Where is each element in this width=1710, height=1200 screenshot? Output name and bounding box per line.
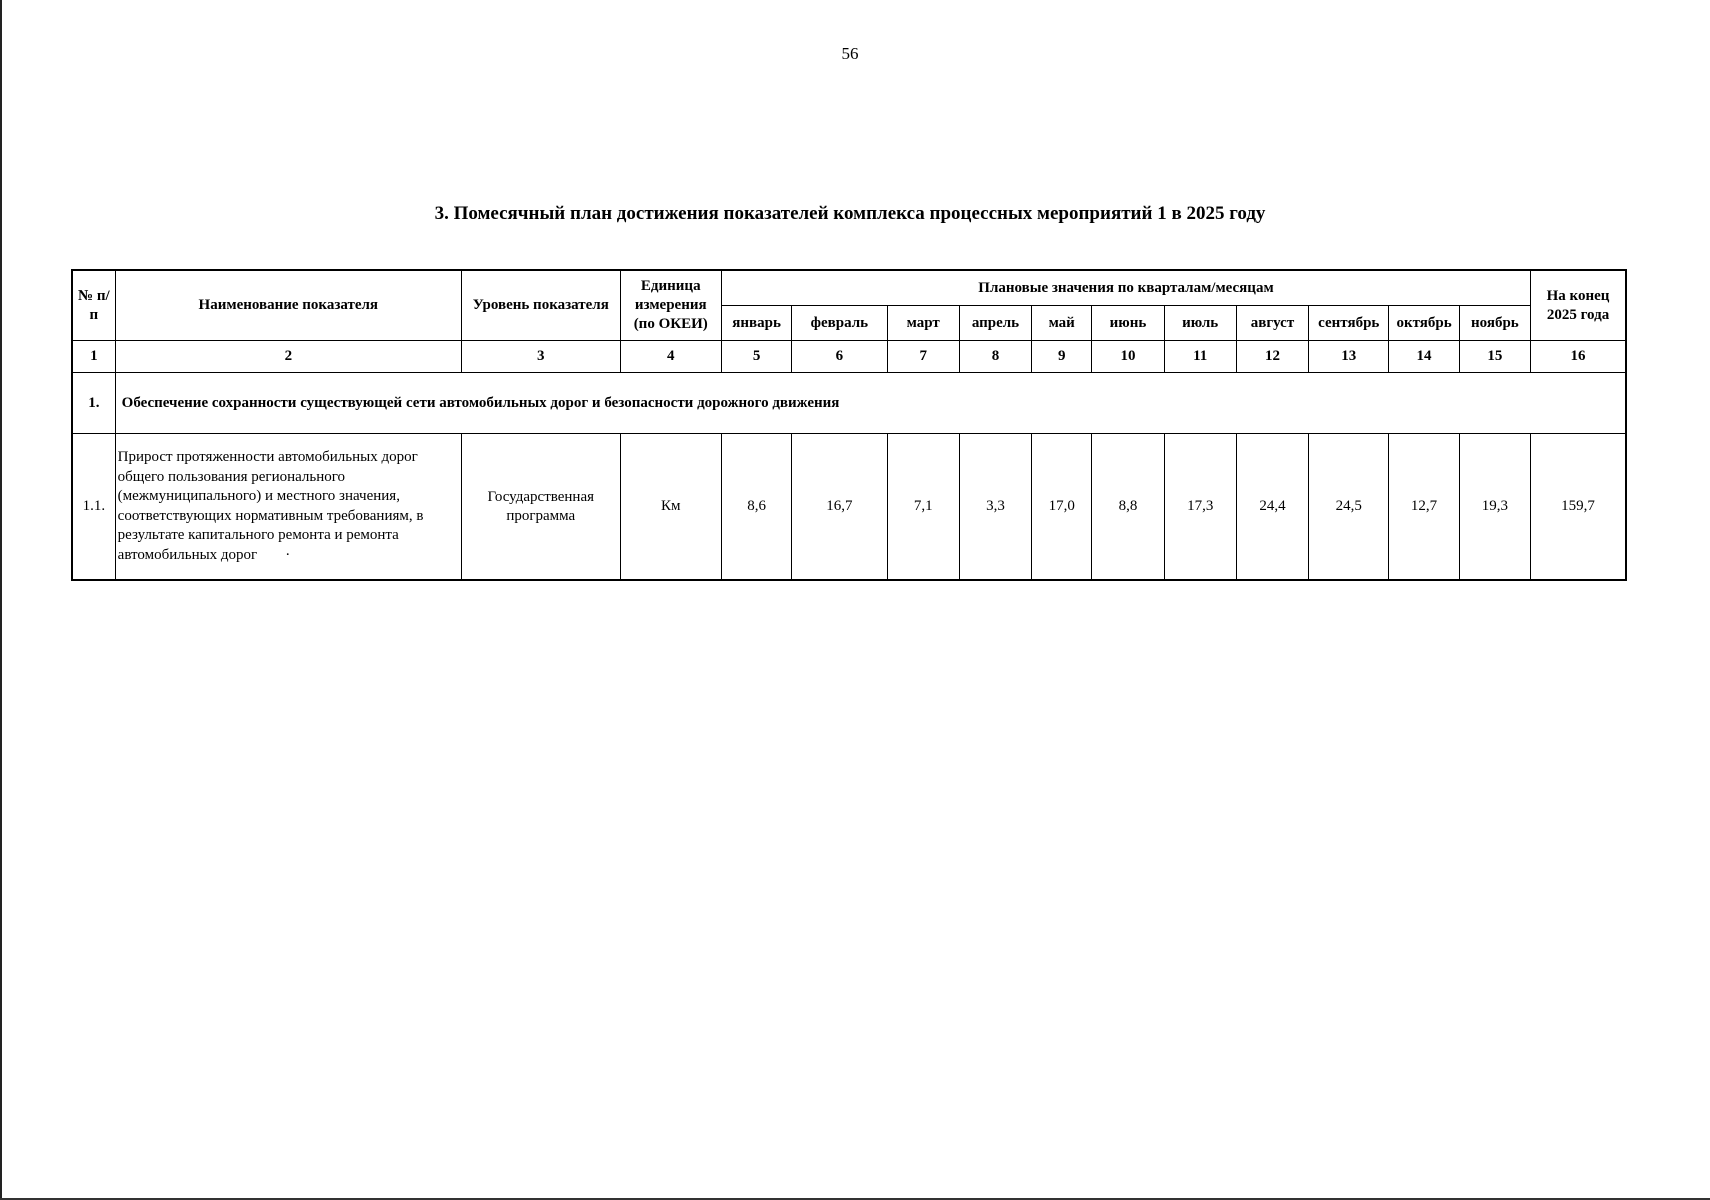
row-value: 8,6 [721, 434, 791, 581]
column-number: 16 [1531, 341, 1626, 373]
section-num: 1. [72, 373, 115, 434]
row-value: 3,3 [959, 434, 1031, 581]
header-month: март [887, 306, 959, 341]
column-number: 10 [1092, 341, 1164, 373]
column-number: 15 [1459, 341, 1530, 373]
section-title: Обеспечение сохранности существующей сети автомобильных дорог и безопасности дорожного движения [115, 373, 1626, 434]
row-value: 12,7 [1389, 434, 1459, 581]
header-end: На конец 2025 года [1531, 270, 1626, 341]
row-num: 1.1. [72, 434, 115, 581]
column-number: 3 [461, 341, 620, 373]
header-planned: Плановые значения по кварталам/месяцам [721, 270, 1530, 306]
column-number: 12 [1236, 341, 1308, 373]
header-month: июнь [1092, 306, 1164, 341]
table-row [72, 434, 1626, 581]
header-month: ноябрь [1459, 306, 1530, 341]
row-value: 24,4 [1236, 434, 1308, 581]
column-number: 4 [620, 341, 721, 373]
column-number: 1 [72, 341, 115, 373]
column-number: 14 [1389, 341, 1459, 373]
header-month: июль [1164, 306, 1236, 341]
row-value: 16,7 [792, 434, 887, 581]
header-month: апрель [959, 306, 1031, 341]
header-month: январь [721, 306, 791, 341]
column-number: 2 [115, 341, 461, 373]
row-name-text: Прирост протяженности автомобильных дорог общего пользования регионального (межмуниципального) и местного значения, соответствующих нормативным требованиям, в результате капитального ремонта и ремонта автомобильных дорог [117, 449, 424, 563]
page-number: 56 [841, 44, 859, 63]
section-row [72, 373, 1626, 434]
column-number: 11 [1164, 341, 1236, 373]
header-num: № п/п [72, 270, 115, 341]
column-number: 13 [1309, 341, 1389, 373]
document-title: 3. Помесячный план достижения показателей комплекса процессных мероприятий 1 в 2025 году [434, 203, 1266, 224]
row-value: 8,8 [1092, 434, 1164, 581]
column-number: 9 [1032, 341, 1092, 373]
row-value: 19,3 [1459, 434, 1530, 581]
row-value: 17,3 [1164, 434, 1236, 581]
row-value: 17,0 [1032, 434, 1092, 581]
header-level: Уровень показателя [461, 270, 620, 341]
row-value: 24,5 [1309, 434, 1389, 581]
row-name [115, 434, 461, 581]
stray-dot: · [285, 546, 291, 563]
scan-edge [0, 0, 2, 1200]
header-unit: Единица измерения (по ОКЕИ) [620, 270, 721, 341]
header-month: август [1236, 306, 1308, 341]
row-unit: Км [620, 434, 721, 581]
header-month: май [1032, 306, 1092, 341]
column-number: 7 [887, 341, 959, 373]
row-value: 7,1 [887, 434, 959, 581]
monthly-plan-table [71, 269, 1627, 581]
row-level: Государственная программа [461, 434, 620, 581]
header-name: Наименование показателя [115, 270, 461, 341]
column-number: 8 [959, 341, 1031, 373]
column-number: 6 [792, 341, 887, 373]
row-end-value: 159,7 [1531, 434, 1626, 581]
column-number-row [72, 341, 1626, 373]
header-month: февраль [792, 306, 887, 341]
column-number: 5 [721, 341, 791, 373]
header-month: сентябрь [1309, 306, 1389, 341]
header-month: октябрь [1389, 306, 1459, 341]
